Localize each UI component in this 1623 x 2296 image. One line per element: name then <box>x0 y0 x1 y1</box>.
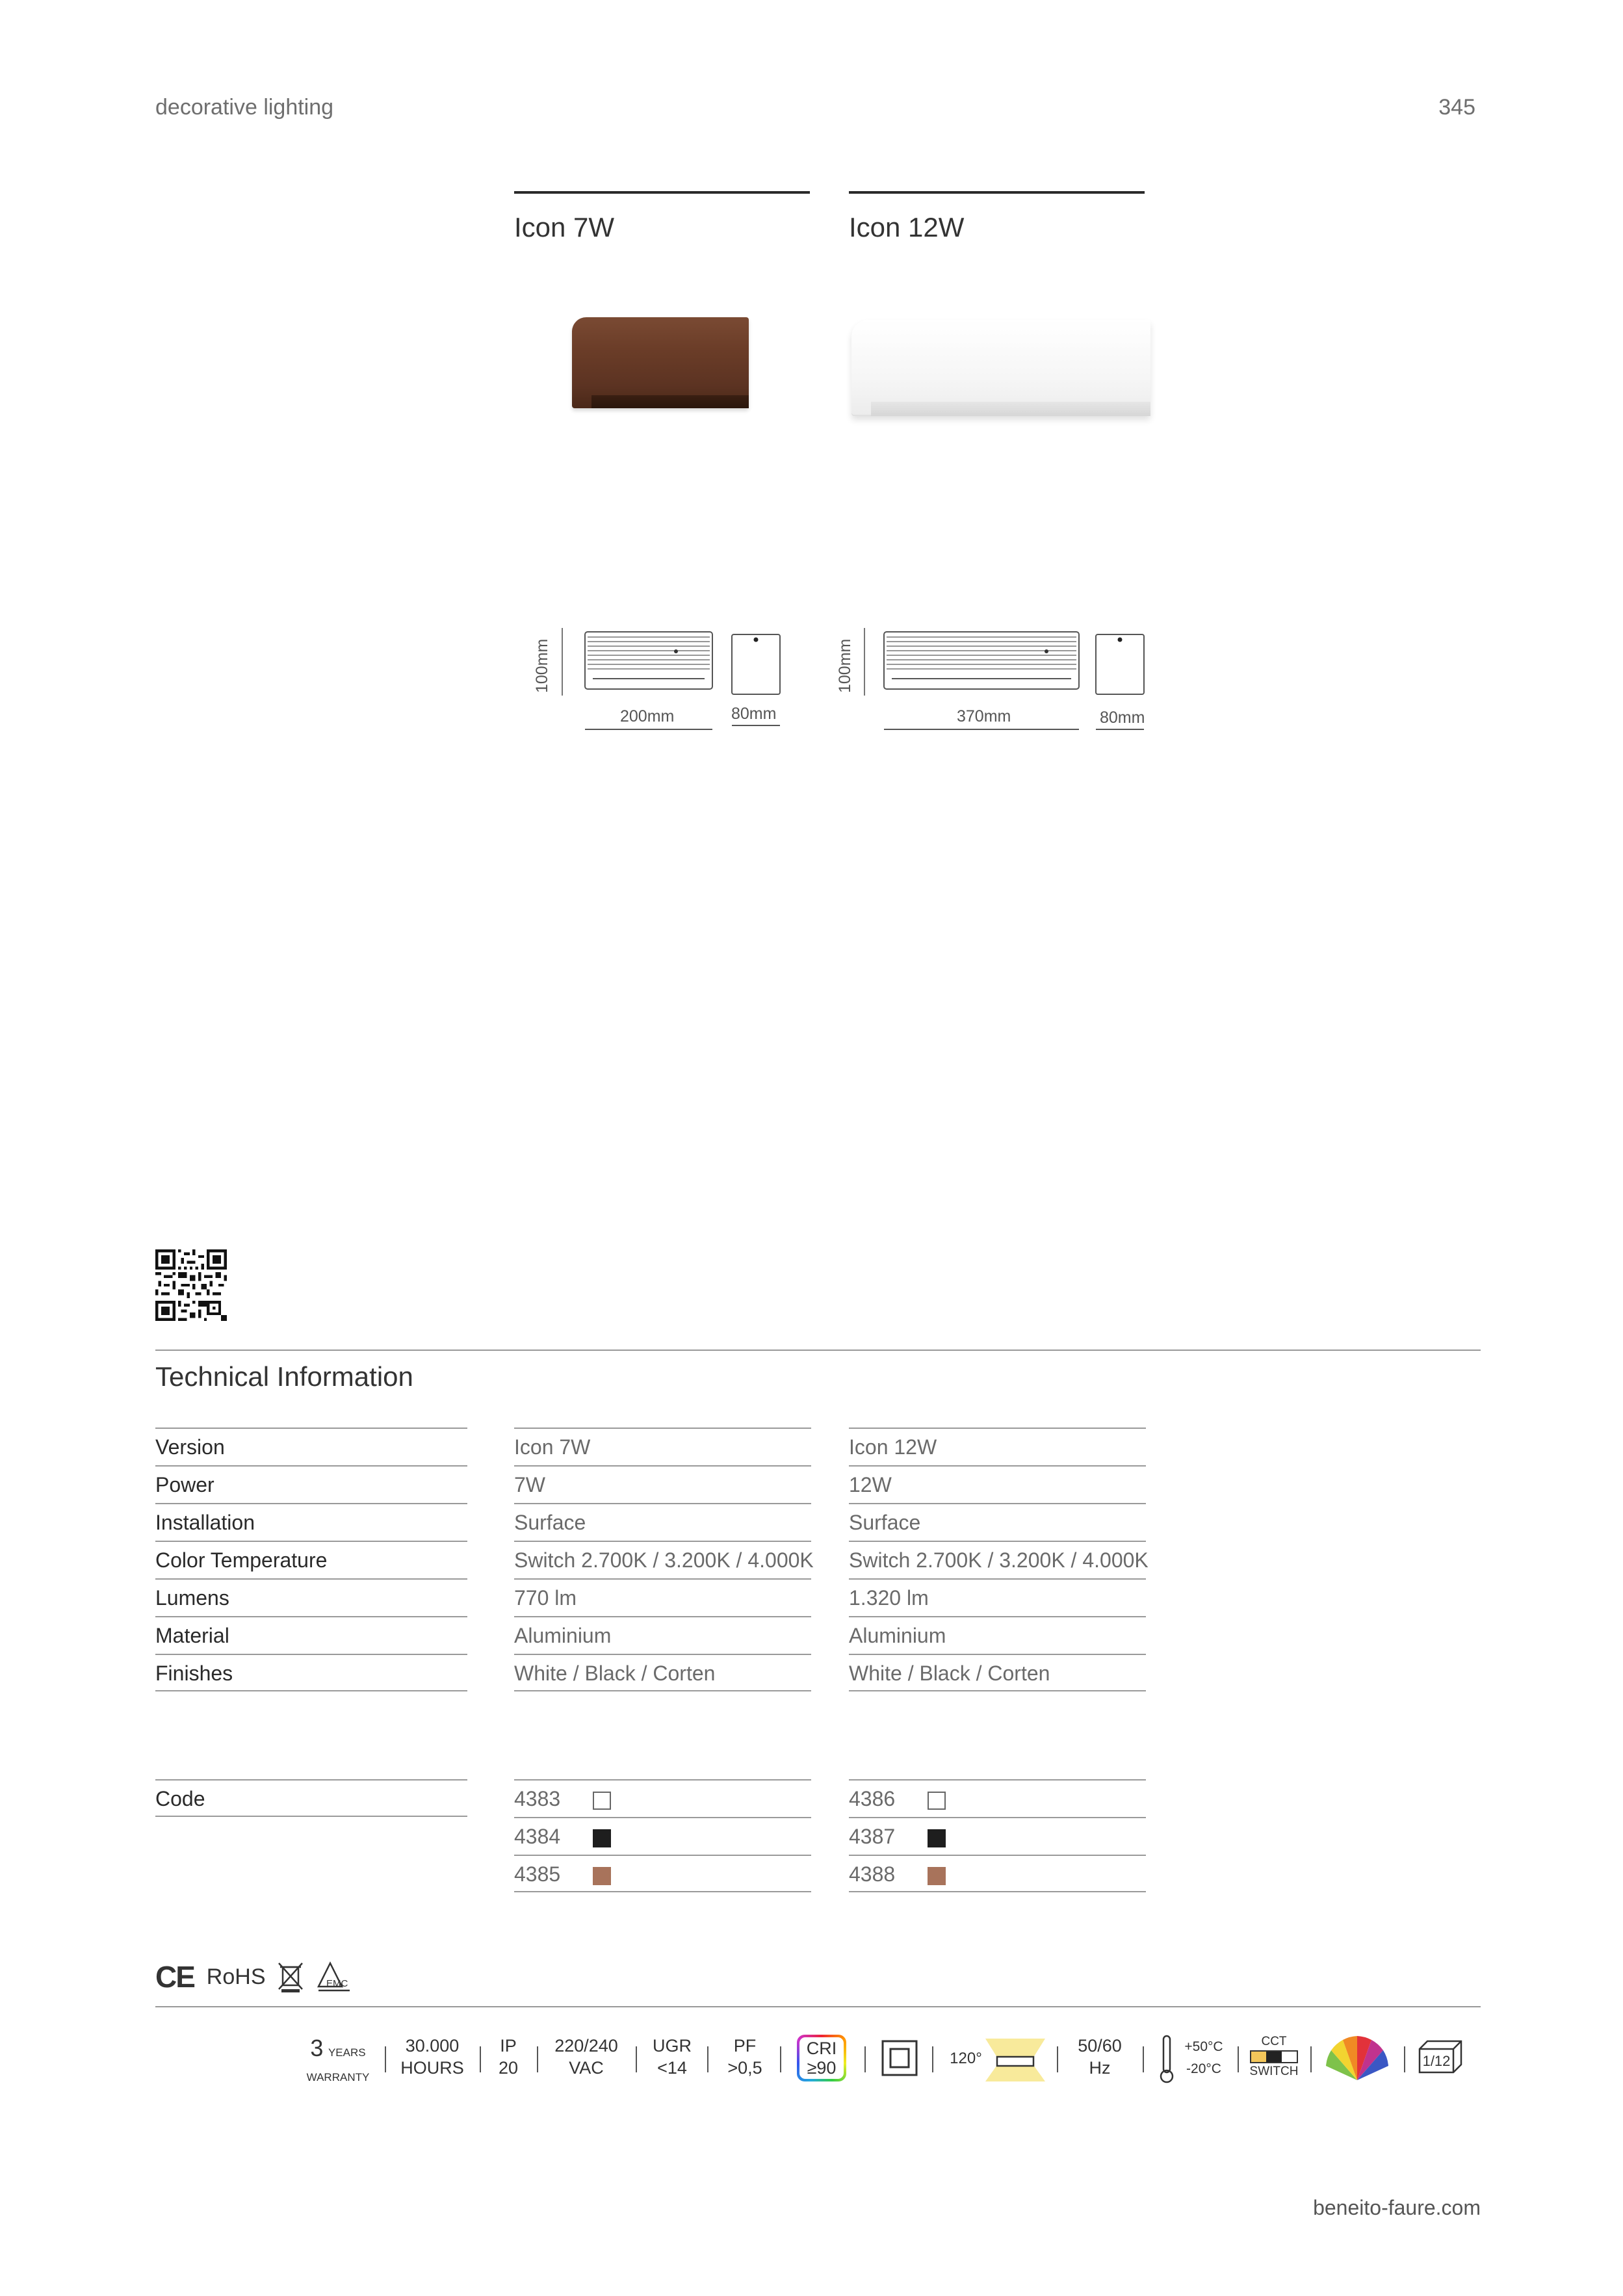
power-factor-icon <box>718 2035 772 2079</box>
row-label-lumens: Lumens <box>155 1578 467 1616</box>
freq-value: 50/60 <box>1078 2036 1122 2055</box>
code-value: 4387 <box>849 1825 896 1848</box>
cell-lumens-1: 770 lm <box>514 1578 811 1616</box>
class-ii-insulation-icon <box>880 2039 919 2078</box>
drawing-1-depth: 80mm <box>731 705 777 723</box>
beam-angle-label: 120° <box>950 2050 982 2067</box>
cell-finishes-2: White / Black / Corten <box>849 1654 1146 1691</box>
finish-swatch-white <box>928 1792 946 1810</box>
ugr-icon <box>646 2035 698 2079</box>
warranty-icon <box>305 2037 370 2089</box>
lifetime-hours-icon <box>396 2035 468 2079</box>
voltage-value: 220/240 <box>554 2036 618 2055</box>
tech-values-column-2 <box>849 1428 1149 1691</box>
ce-mark: CE <box>155 1960 194 1994</box>
cell-lumens-2: 1.320 lm <box>849 1578 1146 1616</box>
cell-color-temperature-2: Switch 2.700K / 3.200K / 4.000K <box>849 1541 1146 1578</box>
code-value: 4388 <box>849 1862 896 1886</box>
drawing-1-width: 200mm <box>620 707 675 725</box>
separator <box>537 2046 538 2072</box>
section-title: decorative lighting <box>155 95 334 120</box>
separator <box>1057 2046 1058 2072</box>
product-photo-icon-7w-corten <box>572 317 749 408</box>
ugr-label: UGR <box>653 2036 692 2055</box>
row-label-material: Material <box>155 1616 467 1654</box>
cell-version-2: Icon 12W <box>849 1428 1146 1465</box>
cell-power-1: 7W <box>514 1465 811 1503</box>
tech-labels-column <box>155 1428 467 1691</box>
cell-power-2: 12W <box>849 1465 1146 1503</box>
separator <box>707 2046 708 2072</box>
voltage-icon <box>547 2035 625 2079</box>
separator <box>636 2046 637 2072</box>
separator <box>932 2046 933 2072</box>
cell-installation-2: Surface <box>849 1503 1146 1541</box>
drawing-2-width: 370mm <box>957 707 1011 725</box>
pf-label: PF <box>733 2036 757 2055</box>
separator <box>1404 2046 1405 2072</box>
separator <box>1143 2046 1144 2072</box>
temperature-range <box>1178 2036 1230 2080</box>
drawing-1-height: 100mm <box>533 638 551 693</box>
separator <box>1310 2046 1312 2072</box>
cri-inner <box>799 2037 844 2079</box>
icon-bar-divider <box>155 2006 1481 2007</box>
tech-values-column-1 <box>514 1428 814 1691</box>
cell-installation-1: Surface <box>514 1503 811 1541</box>
finish-swatch-corten <box>593 1867 611 1885</box>
beam-light-icon <box>981 2037 1049 2083</box>
drawing-2-depth: 80mm <box>1100 709 1145 727</box>
ip-value: 20 <box>498 2058 519 2078</box>
warranty-label: WARRANTY <box>306 2071 370 2083</box>
separator <box>385 2046 386 2072</box>
product-header-2 <box>849 191 1145 243</box>
website-link[interactable]: beneito-faure.com <box>1313 2196 1481 2219</box>
product-name-2: Icon 12W <box>849 212 965 242</box>
code-row <box>514 1817 811 1855</box>
row-label-code: Code <box>155 1779 467 1817</box>
cct-switch-graphic <box>1250 2050 1298 2063</box>
temp-min: -20°C <box>1186 2061 1221 2076</box>
row-label-version: Version <box>155 1428 467 1465</box>
cell-finishes-1: White / Black / Corten <box>514 1654 811 1691</box>
code-value: 4383 <box>514 1787 561 1810</box>
codes-column-1 <box>514 1779 811 1892</box>
temp-max: +50°C <box>1184 2039 1223 2054</box>
warranty-years: YEARS <box>328 2046 366 2059</box>
code-value: 4385 <box>514 1862 561 1886</box>
ip-label: IP <box>500 2036 517 2055</box>
finish-swatch-white <box>593 1792 611 1810</box>
cell-material-2: Aluminium <box>849 1616 1146 1654</box>
cell-material-1: Aluminium <box>514 1616 811 1654</box>
separator <box>1238 2046 1239 2072</box>
voltage-unit: VAC <box>569 2058 604 2078</box>
hours-label: HOURS <box>400 2058 464 2078</box>
row-label-finishes: Finishes <box>155 1654 467 1691</box>
cri-icon <box>797 2035 846 2081</box>
page-number: 345 <box>1438 95 1475 120</box>
freq-unit: Hz <box>1089 2058 1111 2078</box>
row-label-power: Power <box>155 1465 467 1503</box>
hours-value: 30.000 <box>405 2036 460 2055</box>
cri-value: ≥90 <box>807 2058 837 2078</box>
svg-text:EMC: EMC <box>326 1978 348 1989</box>
product-header-1 <box>514 191 810 243</box>
code-value: 4386 <box>849 1787 896 1810</box>
row-label-color-temperature: Color Temperature <box>155 1541 467 1578</box>
finish-swatch-black <box>593 1829 611 1847</box>
section-divider <box>155 1350 1481 1351</box>
code-row <box>514 1855 811 1892</box>
qr-code[interactable] <box>155 1249 227 1321</box>
cct-label: CCT <box>1261 2035 1287 2048</box>
tech-info-title: Technical Information <box>155 1361 413 1392</box>
cct-switch-icon <box>1245 2035 1303 2079</box>
product-name-1: Icon 7W <box>514 212 615 242</box>
cell-color-temperature-1: Switch 2.700K / 3.200K / 4.000K <box>514 1541 811 1578</box>
code-row <box>849 1817 1146 1855</box>
separator <box>480 2046 481 2072</box>
finish-swatch-black <box>928 1829 946 1847</box>
ugr-value: <14 <box>657 2058 687 2078</box>
code-label-column <box>155 1779 467 1817</box>
feature-icon-bar <box>0 2035 1623 2093</box>
finish-swatch-corten <box>928 1867 946 1885</box>
color-fan-icon <box>1323 2035 1391 2083</box>
code-value: 4384 <box>514 1825 561 1848</box>
certification-marks <box>155 1959 352 1994</box>
row-label-installation: Installation <box>155 1503 467 1541</box>
emc-mark-icon <box>316 1961 352 1993</box>
cri-label: CRI <box>806 2039 837 2058</box>
product-photo-icon-12w-white <box>851 320 1150 416</box>
cell-version-1: Icon 7W <box>514 1428 811 1465</box>
ip-rating-icon <box>489 2035 528 2079</box>
code-row <box>849 1855 1146 1892</box>
codes-column-2 <box>849 1779 1146 1892</box>
weee-bin-icon <box>276 1961 305 1993</box>
separator <box>780 2046 781 2072</box>
frequency-icon <box>1069 2035 1131 2079</box>
separator <box>864 2046 866 2072</box>
packing-units: 1/12 <box>1422 2053 1451 2069</box>
code-row <box>514 1779 811 1817</box>
thermometer-icon <box>1158 2035 1175 2084</box>
pf-value: >0,5 <box>727 2058 762 2078</box>
rohs-mark: RoHS <box>206 1964 266 1989</box>
drawing-2-height: 100mm <box>836 638 854 693</box>
code-row <box>849 1779 1146 1817</box>
warranty-number: 3 <box>310 2035 324 2061</box>
cct-switch-label: SWITCH <box>1249 2065 1299 2078</box>
